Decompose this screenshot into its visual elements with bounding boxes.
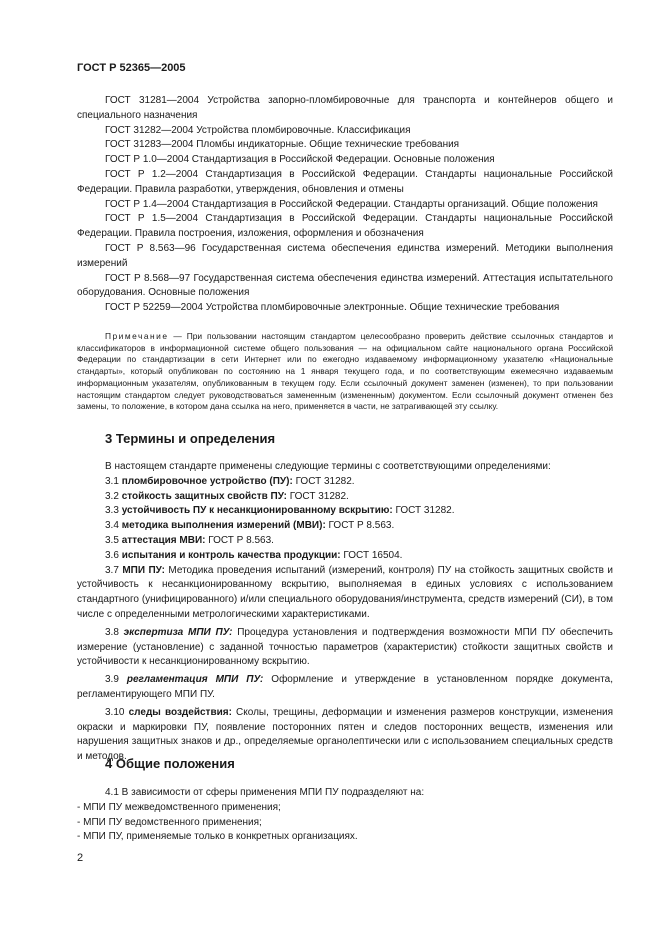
reference-item: ГОСТ Р 1.4—2004 Стандартизация в Российской Федерации. Стандарты организаций. Общие положения [105, 198, 598, 210]
reference-item: ГОСТ Р 1.2—2004 Стандартизация в Российской Федерации. Стандарты национальные Российской Федерации. Правила разработки, утверждения, обновления и отмены [77, 168, 613, 195]
doc-header: ГОСТ Р 52365—2005 [77, 62, 186, 74]
term-number: 3.5 [105, 534, 119, 546]
term-name: регламентация МПИ ПУ: [126, 674, 264, 686]
reference-item: ГОСТ 31283—2004 Пломбы индикаторные. Общие технические требования [105, 139, 460, 151]
term-name: испытания и контроль качества продукции: [121, 549, 341, 561]
term-definition: ГОСТ 31282. [287, 490, 349, 502]
note-text: — При пользовании настоящим стандартом целесообразно проверить действие ссылочных стандартов и классификаторов в информационной системе общего пользования — на официальном сайте национального органа Российской Федерации по стандартизации в сети Интернет или по ежегодно издаваемому информационному указателю «Национальные стандарты», который опубликован по состоянию на 1 января текущего года, и по соответствующим ежемесячно издаваемым информационным указателям, опубликованным в текущем году. Если ссылочный документ заменен (изменен), то при пользовании настоящим стандартом следует руководствоваться замененным (измененным) документом. Если ссылочный документ отменен без замены, то положение, в котором дана ссылка на него, применяется в части, не затрагивающей эту ссылку. [77, 331, 613, 412]
page-number: 2 [77, 852, 84, 864]
term-definition: Сколы, трещины, деформации и изменения размеров конструкции, изменения окраски и маркировки ПУ, появление посторонних пятен и следов посторонних веществ, изменения или нарушения защитных знаков и др., определяемые органолептически или с использованием специальных средств и методов. [77, 706, 613, 763]
reference-item: ГОСТ 31282—2004 Устройства пломбировочные. Классификация [105, 124, 411, 136]
term-definition: Методика проведения испытаний (измерений, контроля) ПУ на стойкость защитных свойств и устойчивость к несанкционированному вскрытию, выполняемая в единых условиях с использованием стандартного (унифицированного) и/или специального оборудования/инструмента, средств измерений (СИ), в том числе с определенными метрологическими характеристиками. [77, 564, 613, 620]
term-number: 3.4 [105, 520, 119, 532]
section-4-body [77, 786, 613, 845]
section-3-body [77, 460, 613, 765]
term-item [77, 564, 613, 623]
term-name: аттестация МВИ: [121, 534, 206, 546]
term-number: 3.10 [105, 706, 125, 718]
reference-item: ГОСТ Р 52259—2004 Устройства пломбировочные электронные. Общие технические требования [105, 302, 560, 314]
section-4-intro: 4.1 В зависимости от сферы применения МПИ ПУ подразделяют на: [105, 787, 425, 798]
term-name: МПИ ПУ: [122, 564, 165, 576]
list-item: - МПИ ПУ ведомственного применения; [77, 816, 262, 828]
section-3-heading: 3 Термины и определения [105, 431, 276, 446]
reference-item: ГОСТ 31281—2004 Устройства запорно-пломбировочные для транспорта и контейнеров общего и специального назначения [77, 95, 613, 121]
term-definition: Процедура установления и подтверждения возможности МПИ ПУ обеспечить измерение (установление) с заданной точностью параметров (характеристик) стойкости защитных свойств и устойчивости к несанкционированному вскрытию. [77, 626, 613, 668]
term-name: пломбировочное устройство (ПУ): [121, 475, 293, 487]
section-4-heading: 4 Общие положения [105, 756, 235, 771]
term-item [77, 475, 613, 490]
term-definition: ГОСТ 31282. [292, 475, 355, 487]
term-number: 3.9 [105, 674, 119, 686]
term-definition: ГОСТ Р 8.563. [325, 520, 395, 532]
term-number: 3.2 [105, 490, 119, 502]
term-item [77, 490, 613, 505]
list-item: - МПИ ПУ, применяемые только в конкретных организациях. [77, 831, 358, 843]
term-number: 3.6 [105, 549, 119, 561]
term-number: 3.3 [105, 505, 119, 517]
term-number: 3.1 [105, 475, 119, 487]
term-name: методика выполнения измерений (МВИ): [121, 520, 326, 532]
term-item [77, 673, 613, 703]
term-number: 3.7 [105, 564, 119, 576]
term-number: 3.8 [105, 626, 119, 638]
term-name: устойчивость ПУ к несанкционированному вскрытию: [121, 505, 393, 517]
reference-item: ГОСТ Р 8.568—97 Государственная система обеспечения единства измерений. Аттестация испытательного оборудования. Основные положения [77, 272, 613, 299]
term-item [77, 519, 613, 534]
section-3-intro: В настоящем стандарте применены следующие термины с соответствующими определениями: [105, 461, 551, 472]
term-name: стойкость защитных свойств ПУ: [121, 490, 288, 502]
normative-references [77, 94, 613, 316]
term-item [77, 504, 613, 519]
reference-item: ГОСТ Р 1.0—2004 Стандартизация в Российской Федерации. Основные положения [105, 154, 495, 166]
term-item [77, 549, 613, 564]
reference-item: ГОСТ Р 1.5—2004 Стандартизация в Российской Федерации. Стандарты национальные Российской Федерации. Правила построения, изложения, оформления и обозначения [77, 213, 613, 240]
note-label: Примечание [105, 331, 169, 341]
reference-item: ГОСТ Р 8.563—96 Государственная система обеспечения единства измерений. Методики выполнения измерений [77, 242, 613, 269]
term-item [77, 534, 613, 549]
term-definition: ГОСТ 31282. [392, 505, 455, 517]
list-item: - МПИ ПУ межведомственного применения; [77, 801, 281, 813]
note [77, 331, 613, 413]
term-name: экспертиза МПИ ПУ: [123, 626, 233, 638]
term-item [77, 626, 613, 670]
term-name: следы воздействия: [128, 706, 232, 718]
term-definition: ГОСТ 16504. [340, 549, 403, 561]
term-definition: ГОСТ Р 8.563. [205, 534, 274, 546]
term-definition: Оформление и утверждение в установленном порядке документа, регламентирующего МПИ ПУ. [77, 674, 614, 700]
